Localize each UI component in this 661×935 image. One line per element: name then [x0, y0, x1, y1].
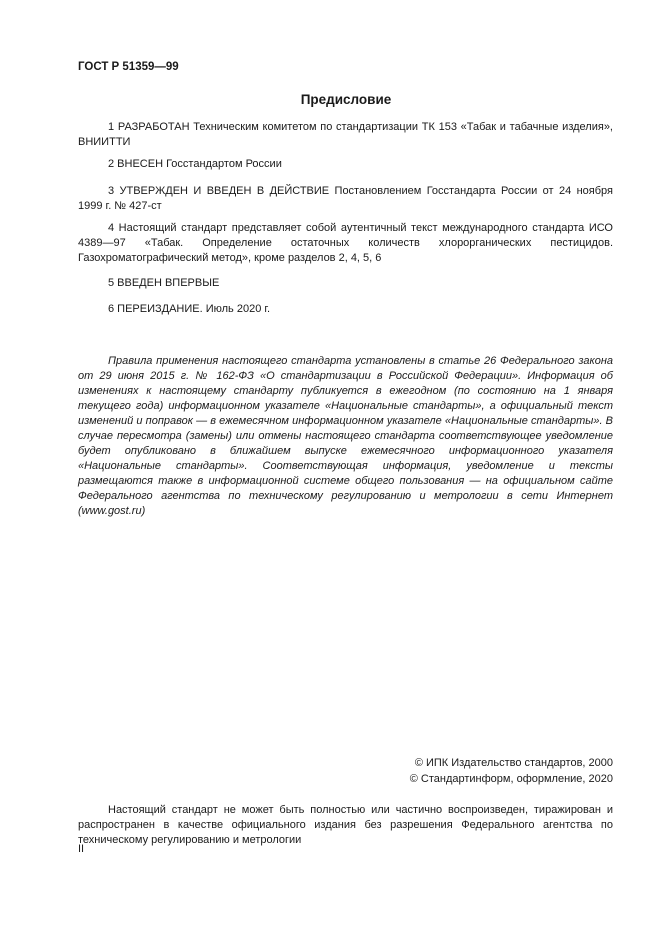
- foreword-item-5: 5 ВВЕДЕН ВПЕРВЫЕ: [108, 277, 220, 289]
- foreword-item-6: 6 ПЕРЕИЗДАНИЕ. Июль 2020 г.: [108, 303, 271, 315]
- foreword-item-4: 4 Настоящий стандарт представляет собой аутентичный текст международного стандарта ИСО 4389—97 «Табак. Определение остаточных количеств хлорорганических пестицидов. Газохроматографический метод», кроме разделов 2, 4, 5, 6: [78, 222, 613, 264]
- foreword-item-2: 2 ВНЕСЕН Госстандартом России: [108, 158, 282, 170]
- foreword-item-3: 3 УТВЕРЖДЕН И ВВЕДЕН В ДЕЙСТВИЕ Постановлением Госстандарта России от 24 ноября 1999 г. № 427-ст: [78, 185, 613, 212]
- page-number: II: [78, 843, 85, 855]
- page-title: Предисловие: [300, 92, 392, 107]
- application-rules-notice: Правила применения настоящего стандарта установлены в статье 26 Федерального закона от 29 июня 2015 г. № 162-ФЗ «О стандартизации в Российской Федерации». Информация об изменениях к настоящему стандарту публикуется в ежегодном (по состоянию на 1 января текущего года) информационном указателе «Национальные стандарты», а официальный текст изменений и поправок — в ежемесячном информационном указателе «Национальные стандарты». В случае пересмотра (замены) или отмены настоящего стандарта соответствующее уведомление будет опубликовано в ближайшем выпуске ежемесячного информационного указателя «Национальные стандарты». Соответствующая информация, уведомление и тексты размещаются также в информационной системе общего пользования — на официальном сайте Федерального агентства по техническому регулированию и метрологии в сети Интернет (www.gost.ru): [78, 355, 613, 517]
- document-code: ГОСТ Р 51359—99: [78, 61, 179, 73]
- reproduction-notice: Настоящий стандарт не может быть полностью или частично воспроизведен, тиражирован и распространен в качестве официального издания без разрешения Федерального агентства по техническому регулированию и метрологии: [78, 804, 613, 846]
- copyright-line-2: © Стандартинформ, оформление, 2020: [409, 773, 613, 785]
- foreword-item-1: 1 РАЗРАБОТАН Техническим комитетом по стандартизации ТК 153 «Табак и табачные изделия», ВНИИТТИ: [78, 121, 613, 148]
- copyright-line-1: © ИПК Издательство стандартов, 2000: [414, 757, 613, 769]
